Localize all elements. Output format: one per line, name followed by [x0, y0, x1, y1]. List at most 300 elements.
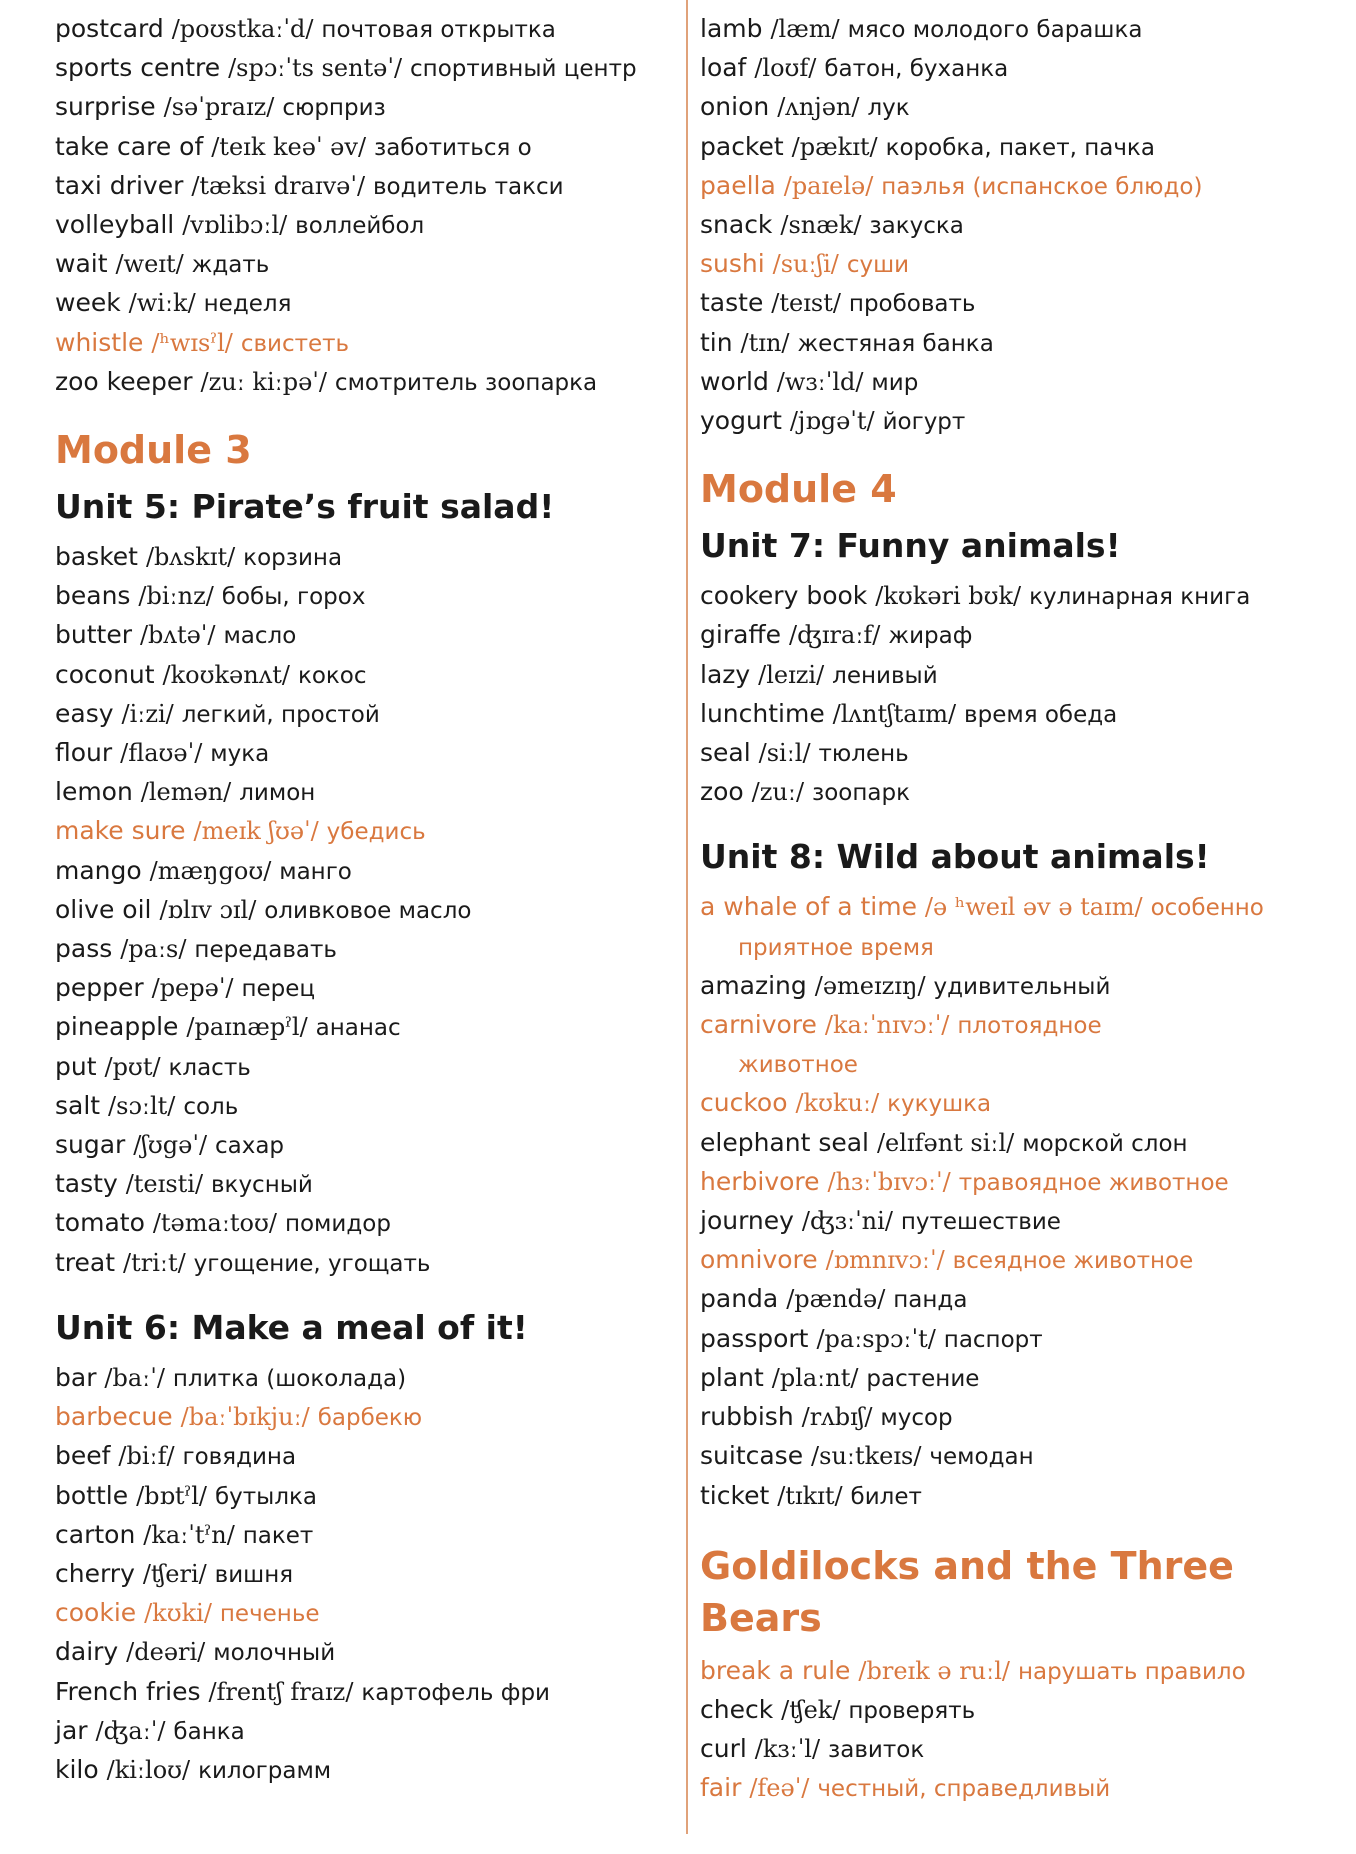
entry-translation: легкий, простой	[181, 701, 380, 728]
entry-transcription: /lemən/	[140, 778, 232, 807]
entry-word: treat	[55, 1247, 116, 1277]
entry-transcription: /wɜːˈld/	[776, 367, 864, 396]
entry-word: pass	[55, 934, 113, 964]
entry-transcription: /spɔːˈts sentəˈ/	[228, 54, 403, 83]
entry-word: panda	[700, 1284, 779, 1314]
entry-word: herbivore	[700, 1166, 820, 1196]
entry-translation: пробовать	[848, 291, 976, 318]
entry-word: fair	[700, 1773, 742, 1803]
entry-transcription: /meɪk ʃʊəˈ/	[193, 817, 319, 846]
entry-word: world	[700, 366, 769, 396]
vocab-list	[700, 577, 1340, 812]
entry-transcription: /pʊt/	[104, 1052, 161, 1081]
vocab-entry	[700, 1437, 1340, 1476]
entry-transcription: /poʊstkaːˈd/	[171, 15, 314, 43]
entry-transcription: /əmeɪzɪŋ/	[814, 971, 926, 1000]
entry-translation: передавать	[194, 937, 337, 964]
entry-transcription: /plaːnt/	[771, 1363, 859, 1392]
entry-transcription: /zuː kiːpəˈ/	[200, 367, 327, 396]
vocab-entry	[700, 1280, 1340, 1319]
entry-word: omnivore	[700, 1245, 818, 1275]
entry-translation: угощение, угощать	[193, 1250, 431, 1277]
entry-word: taxi driver	[55, 170, 184, 200]
entry-transcription: /lʌntʃtaɪm/	[832, 699, 957, 728]
entry-word: beans	[55, 581, 131, 611]
entry-transcription: /snæk/	[780, 211, 862, 240]
vocab-entry	[700, 1477, 1340, 1516]
entry-translation: завиток	[828, 1737, 925, 1764]
entry-translation: неделя	[203, 291, 292, 318]
entry-word: sports centre	[55, 53, 221, 83]
story-heading: Goldilocks and the Three Bears	[700, 1543, 1234, 1640]
entry-translation: морской слон	[1022, 1130, 1188, 1157]
entry-transcription: /ə ʰweɪl əv ə taɪm/	[924, 893, 1143, 922]
entry-transcription: /tɪn/	[740, 328, 790, 357]
entry-word: wait	[55, 249, 108, 279]
entry-transcription: /kaːˈnɪvɔːˈ/	[824, 1011, 950, 1040]
entry-transcription: /paɪnæpˀl/	[186, 1013, 308, 1042]
entry-word: postcard	[55, 14, 164, 43]
vocab-entry	[700, 88, 1340, 127]
vocab-entry	[700, 656, 1340, 695]
entry-translation: мир	[871, 369, 919, 396]
entry-word: taste	[700, 288, 764, 318]
entry-translation: тюлень	[818, 741, 909, 768]
vocab-entry	[55, 773, 675, 812]
entry-translation: сахар	[214, 1133, 285, 1160]
entry-translation: время обеда	[964, 701, 1118, 728]
entry-translation: бобы, горох	[221, 584, 366, 611]
entry-word: mango	[55, 855, 142, 885]
entry-word: beef	[55, 1441, 111, 1471]
vocab-entry	[700, 1359, 1340, 1398]
entry-translation: ленивый	[832, 662, 938, 689]
entry-transcription: /vɒlibɔːl/	[182, 211, 288, 240]
entry-word: tin	[700, 327, 733, 357]
vocab-entry	[700, 616, 1340, 655]
vocab-entry	[700, 1320, 1340, 1359]
entry-word: zoo keeper	[55, 366, 193, 396]
entry-transcription: /kʊki/	[144, 1599, 212, 1628]
entry-transcription: /triːt/	[123, 1248, 186, 1277]
vocab-entry	[700, 363, 1340, 402]
entry-translation: билет	[850, 1483, 922, 1510]
vocab-entry	[55, 1555, 675, 1594]
vocab-entry	[55, 616, 675, 655]
vocab-entry	[55, 167, 675, 206]
vocab-entry	[55, 1673, 675, 1712]
entry-translation: коробка, пакет, пачка	[885, 134, 1155, 161]
entry-word: loaf	[700, 53, 747, 83]
entry-word: salt	[55, 1090, 101, 1120]
entry-word: tasty	[55, 1169, 118, 1199]
entry-translation: спортивный центр	[410, 56, 637, 83]
vocab-entry	[700, 167, 1340, 206]
entry-word: put	[55, 1051, 97, 1081]
entry-translation: оливковое масло	[264, 897, 472, 924]
entry-translation: мука	[210, 741, 270, 768]
entry-transcription: /jɒgəˈt/	[789, 407, 875, 436]
vocab-list	[55, 538, 675, 1283]
module-heading: Module 3	[55, 428, 252, 473]
entry-transcription: /siːl/	[758, 739, 811, 768]
entry-translation: убедись	[326, 819, 426, 846]
entry-word: easy	[55, 698, 114, 728]
entry-translation: суши	[846, 252, 910, 279]
entry-transcription: /iːzi/	[121, 699, 174, 728]
vocab-entry	[55, 88, 675, 127]
vocab-entry	[55, 284, 675, 323]
entry-translation: животное	[738, 1052, 858, 1079]
vocab-entry	[55, 1204, 675, 1243]
entry-translation: сюрприз	[282, 95, 386, 122]
entry-word: passport	[700, 1323, 809, 1353]
entry-transcription: /koʊkənʌt/	[162, 660, 290, 689]
right-column	[700, 10, 1340, 1809]
unit-heading: Unit 7: Funny animals!	[700, 526, 1121, 566]
entry-transcription: /səˈpraɪz/	[163, 93, 275, 122]
vocab-entry	[700, 967, 1340, 1006]
vocab-entry	[55, 1126, 675, 1165]
entry-translation: заботиться о	[373, 134, 532, 161]
entry-translation: смотритель зоопарка	[334, 369, 598, 396]
entry-word: yogurt	[700, 406, 782, 436]
entry-word: whistle	[55, 327, 144, 357]
entry-translation: нарушать правило	[1017, 1658, 1246, 1685]
vocab-list	[55, 10, 675, 402]
entry-word: giraffe	[700, 620, 782, 650]
entry-transcription: /biːnz/	[138, 582, 214, 611]
vocab-entry	[55, 1087, 675, 1126]
unit-heading: Unit 8: Wild about animals!	[700, 837, 1210, 877]
entry-transcription: /paːspɔːˈt/	[816, 1324, 936, 1353]
entry-transcription: /ɒlɪv ɔɪl/	[159, 895, 257, 924]
entry-word: cookery book	[700, 581, 868, 611]
vocab-entry	[55, 695, 675, 734]
entry-transcription: /breɪk ə ruːl/	[858, 1656, 1010, 1685]
entry-translation: водитель такси	[372, 173, 564, 200]
entry-translation: воллейбол	[295, 213, 425, 240]
vocab-list	[55, 1359, 675, 1790]
entry-word: lazy	[700, 659, 751, 689]
vocab-entry	[700, 1652, 1340, 1691]
entry-translation: масло	[223, 623, 297, 650]
entry-translation: манго	[279, 858, 352, 885]
entry-word: cuckoo	[700, 1088, 788, 1118]
entry-translation: плитка (шоколада)	[172, 1365, 407, 1392]
entry-transcription: /ʧek/	[781, 1695, 841, 1724]
entry-word: kilo	[55, 1754, 99, 1784]
entry-transcription: /sɔːlt/	[108, 1091, 176, 1120]
entry-transcription: /kʊkəri bʊk/	[875, 582, 1022, 611]
entry-word: surprise	[55, 92, 156, 122]
entry-translation: класть	[168, 1054, 251, 1081]
entry-transcription: /hɜːˈbɪvɔːˈ/	[827, 1167, 951, 1196]
entry-translation-continued	[700, 1045, 1340, 1084]
entry-translation-continued	[700, 928, 1340, 967]
entry-transcription: /təmaːtoʊ/	[152, 1209, 277, 1238]
entry-transcription: /bɒtˀl/	[136, 1481, 208, 1510]
entry-word: break a rule	[700, 1655, 851, 1685]
vocab-entry	[700, 1691, 1340, 1730]
entry-translation: батон, буханка	[824, 56, 1009, 83]
vocab-entry	[55, 656, 675, 695]
entry-word: olive oil	[55, 894, 152, 924]
vocab-entry	[55, 1516, 675, 1555]
entry-transcription: /leɪzi/	[758, 660, 825, 689]
vocab-entry	[55, 1437, 675, 1476]
entry-transcription: /læm/	[770, 15, 840, 43]
entry-translation: травоядное животное	[958, 1169, 1229, 1196]
entry-word: amazing	[700, 970, 807, 1000]
vocab-entry	[55, 1751, 675, 1790]
vocab-entry	[700, 1202, 1340, 1241]
entry-transcription: /paɪelə/	[783, 171, 874, 200]
entry-transcription: /bʌtəˈ/	[139, 621, 216, 650]
vocab-entry	[55, 324, 675, 363]
entry-word: suitcase	[700, 1441, 804, 1471]
entry-word: cherry	[55, 1558, 135, 1588]
vocab-entry	[700, 1730, 1340, 1769]
entry-translation: картофель фри	[361, 1679, 551, 1706]
entry-transcription: /ʰwɪsˀl/	[151, 328, 233, 357]
entry-transcription: /teɪk keəˈ əv/	[211, 132, 367, 161]
entry-word: carnivore	[700, 1010, 817, 1040]
vocab-entry	[55, 891, 675, 930]
entry-translation: мясо молодого барашка	[847, 17, 1143, 43]
vocab-entry	[700, 402, 1340, 441]
vocab-entry	[700, 324, 1340, 363]
entry-transcription: /zuː/	[751, 778, 805, 807]
entry-translation: перец	[241, 976, 316, 1003]
entry-translation: удивительный	[933, 973, 1111, 1000]
entry-translation: соль	[183, 1093, 239, 1120]
entry-transcription: /kiːloʊ/	[106, 1755, 191, 1784]
entry-transcription: /loʊf/	[754, 54, 817, 83]
entry-transcription: /ʌnjən/	[777, 93, 860, 122]
entry-transcription: /feəˈ/	[749, 1774, 810, 1803]
entry-transcription: /weɪt/	[115, 250, 184, 279]
entry-translation: лук	[867, 95, 910, 122]
entry-translation: почтовая открытка	[321, 17, 556, 43]
entry-transcription: /paːs/	[120, 935, 187, 964]
entry-transcription: /wiːk/	[128, 289, 196, 318]
entry-transcription: /frentʃ fraɪz/	[208, 1677, 354, 1706]
entry-word: bar	[55, 1362, 97, 1392]
entry-word: make sure	[55, 816, 186, 846]
entry-transcription: /ʤɜːˈni/	[801, 1207, 893, 1236]
entry-translation: плотоядное	[957, 1013, 1102, 1040]
entry-transcription: /bʌskɪt/	[145, 543, 236, 572]
vocab-entry	[55, 734, 675, 773]
entry-word: jar	[55, 1715, 88, 1745]
vocab-entry	[700, 1084, 1340, 1123]
entry-transcription: /ʤɪraːf/	[788, 621, 881, 650]
entry-translation: жираф	[888, 623, 973, 650]
vocab-entry	[55, 10, 675, 49]
entry-word: curl	[700, 1734, 747, 1764]
entry-word: volleyball	[55, 210, 175, 240]
entry-translation: приятное время	[738, 934, 934, 961]
entry-word: dairy	[55, 1637, 119, 1667]
entry-translation: вкусный	[211, 1172, 313, 1199]
unit-heading: Unit 6: Make a meal of it!	[55, 1307, 528, 1347]
entry-translation: закуска	[869, 213, 964, 240]
vocab-entry	[700, 1398, 1340, 1437]
entry-word: rubbish	[700, 1402, 794, 1432]
entry-word: tomato	[55, 1208, 145, 1238]
vocab-entry	[55, 812, 675, 851]
entry-transcription: /biːf/	[118, 1442, 175, 1471]
entry-translation: банка	[173, 1718, 245, 1745]
entry-translation: панда	[893, 1287, 968, 1314]
entry-translation: растение	[866, 1365, 980, 1392]
vocab-entry	[700, 284, 1340, 323]
entry-transcription: /teɪst/	[771, 289, 841, 318]
entry-word: pineapple	[55, 1012, 179, 1042]
vocab-entry	[700, 1769, 1340, 1808]
entry-translation: лимон	[239, 780, 316, 807]
vocab-entry	[55, 538, 675, 577]
entry-word: seal	[700, 738, 751, 768]
entry-transcription: /ʧeri/	[142, 1559, 207, 1588]
entry-word: a whale of a time	[700, 892, 917, 922]
vocab-entry	[55, 1048, 675, 1087]
entry-transcription: /suːʃi/	[772, 250, 839, 279]
entry-word: week	[55, 288, 121, 318]
entry-translation: говядина	[182, 1444, 297, 1471]
entry-transcription: /suːtkeɪs/	[811, 1442, 922, 1471]
entry-translation: помидор	[284, 1211, 391, 1238]
vocab-entry	[55, 577, 675, 616]
entry-word: zoo	[700, 777, 744, 807]
entry-translation: бутылка	[214, 1483, 318, 1510]
vocab-entry	[700, 128, 1340, 167]
entry-word: sugar	[55, 1130, 126, 1160]
entry-transcription: /kʊkuː/	[795, 1089, 880, 1118]
entry-word: carton	[55, 1519, 136, 1549]
entry-transcription: /tɪkɪt/	[777, 1481, 843, 1510]
entry-transcription: /deəri/	[126, 1638, 206, 1667]
entry-word: French fries	[55, 1676, 201, 1706]
entry-word: flour	[55, 738, 113, 768]
vocab-entry	[55, 852, 675, 891]
vocab-entry	[55, 1398, 675, 1437]
entry-word: plant	[700, 1362, 764, 1392]
vocab-entry	[700, 1006, 1340, 1045]
entry-translation: корзина	[243, 545, 343, 572]
entry-translation: чемодан	[929, 1444, 1034, 1471]
entry-transcription: /elɪfənt siːl/	[876, 1128, 1015, 1157]
vocab-entry	[55, 245, 675, 284]
vocab-entry	[55, 1359, 675, 1398]
entry-translation: кукушка	[887, 1091, 992, 1118]
entry-transcription: /kaːˈtˀn/	[143, 1520, 235, 1549]
vocab-list	[700, 1084, 1340, 1515]
vocab-entry	[700, 49, 1340, 88]
entry-transcription: /baːˈbɪkjuː/	[180, 1403, 310, 1432]
entry-word: lamb	[700, 14, 763, 43]
entry-translation: барбекю	[317, 1405, 423, 1432]
entry-transcription: /kɜːˈl/	[754, 1735, 821, 1764]
entry-transcription: /flaʊəˈ/	[120, 739, 203, 768]
entry-word: butter	[55, 620, 132, 650]
vocab-list	[700, 1652, 1340, 1809]
entry-transcription: /pækɪt/	[791, 132, 878, 161]
unit-heading: Unit 5: Pirate’s fruit salad!	[55, 487, 555, 527]
vocab-entry	[700, 1241, 1340, 1280]
vocab-entry	[55, 1244, 675, 1283]
vocab-entry	[700, 695, 1340, 734]
module-heading: Module 4	[700, 467, 897, 512]
vocab-entry	[55, 1008, 675, 1047]
entry-word: bottle	[55, 1480, 129, 1510]
vocab-entry	[700, 245, 1340, 284]
entry-word: pepper	[55, 973, 144, 1003]
entry-word: check	[700, 1694, 774, 1724]
entry-translation: паспорт	[943, 1326, 1043, 1353]
vocab-entry	[700, 773, 1340, 812]
entry-transcription: /baːˈ/	[104, 1363, 165, 1392]
entry-translation: молочный	[213, 1640, 336, 1667]
entry-transcription: /teɪsti/	[125, 1170, 204, 1199]
vocab-entry	[55, 1594, 675, 1633]
entry-transcription: /pændə/	[786, 1285, 886, 1314]
entry-word: barbecue	[55, 1402, 173, 1432]
vocab-entry	[55, 363, 675, 402]
column-divider	[686, 0, 688, 1834]
vocab-entry	[55, 969, 675, 1008]
entry-translation: путешествие	[900, 1209, 1061, 1236]
vocab-entry	[55, 930, 675, 969]
vocab-entry	[700, 10, 1340, 49]
entry-word: onion	[700, 92, 770, 122]
entry-word: cookie	[55, 1598, 137, 1628]
vocab-entry	[700, 888, 1340, 927]
vocab-entry	[700, 734, 1340, 773]
entry-word: journey	[700, 1206, 794, 1236]
vocab-entry	[55, 1165, 675, 1204]
entry-translation: ждать	[191, 252, 270, 279]
entry-translation: особенно	[1150, 895, 1264, 922]
entry-word: basket	[55, 542, 138, 572]
vocab-entry	[55, 49, 675, 88]
entry-word: paella	[700, 170, 776, 200]
vocab-entry	[700, 577, 1340, 616]
vocab-list	[700, 10, 1340, 441]
vocab-entry	[700, 1163, 1340, 1202]
entry-translation: килограмм	[198, 1757, 332, 1784]
vocab-entry	[55, 128, 675, 167]
vocab-entry	[55, 1712, 675, 1751]
vocab-entry	[55, 1477, 675, 1516]
entry-translation: паэлья (испанское блюдо)	[881, 173, 1203, 200]
entry-translation: йогурт	[882, 409, 966, 436]
entry-translation: вишня	[214, 1561, 294, 1588]
entry-translation: свистеть	[240, 330, 350, 357]
entry-word: lunchtime	[700, 698, 825, 728]
entry-transcription: /pepəˈ/	[151, 974, 234, 1003]
entry-translation: пакет	[242, 1522, 314, 1549]
vocab-entry	[55, 206, 675, 245]
entry-word: lemon	[55, 777, 133, 807]
entry-word: take care of	[55, 131, 204, 161]
entry-translation: всеядное животное	[952, 1248, 1194, 1275]
entry-word: ticket	[700, 1480, 770, 1510]
vocab-entry	[700, 206, 1340, 245]
entry-word: coconut	[55, 659, 155, 689]
left-column	[55, 10, 675, 1790]
